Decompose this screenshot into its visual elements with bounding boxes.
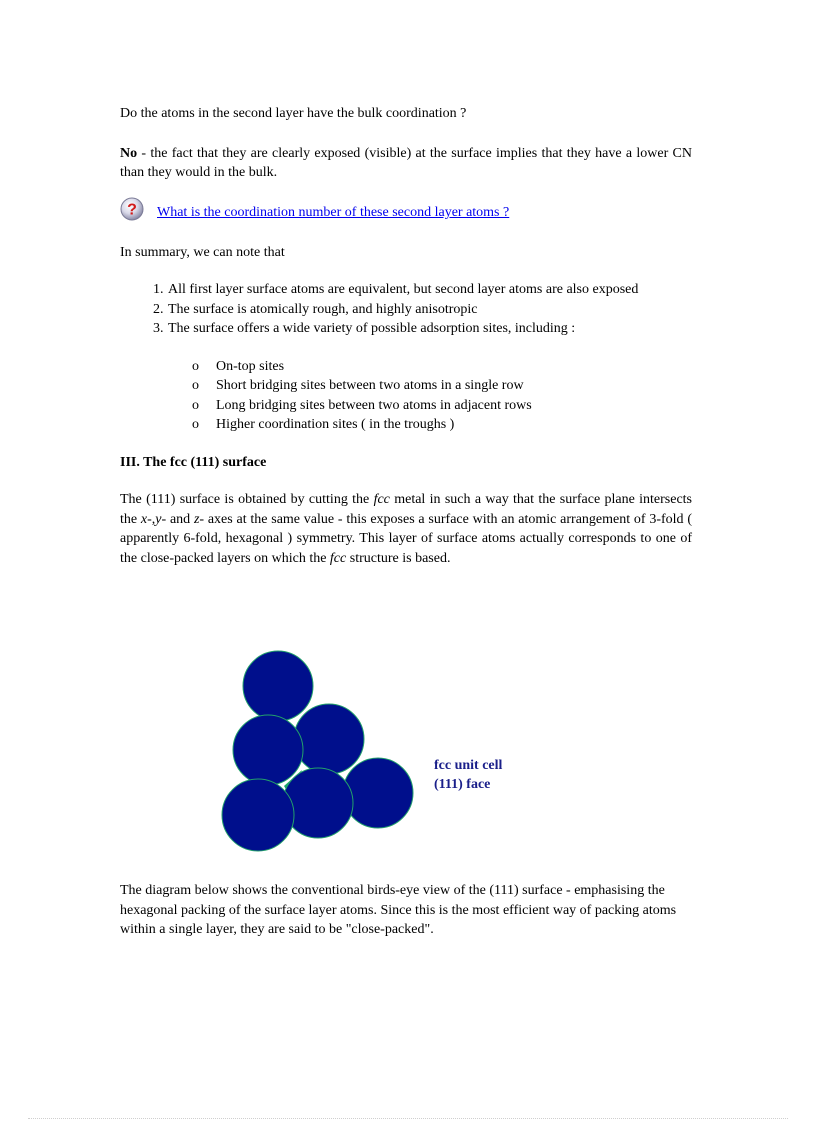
site-label: Long bridging sites between two atoms in adjacent rows — [216, 397, 532, 413]
site-label: Higher coordination sites ( in the troughs ) — [216, 417, 455, 432]
atom-group — [222, 651, 413, 851]
bullet: o — [192, 358, 199, 374]
answer-no: No — [120, 145, 138, 161]
summary-list — [120, 280, 692, 339]
list-item: 2. The surface is atomically rough, and highly anisotropic — [167, 300, 692, 320]
fcc-111-figure — [218, 646, 518, 858]
fcc-italic: fcc — [373, 492, 390, 507]
text-run: -, — [147, 511, 156, 527]
bullet: o — [192, 378, 199, 393]
question-mark-icon — [120, 197, 144, 221]
text-run: structure is based. — [346, 550, 451, 566]
atom — [243, 651, 313, 721]
question-link-row — [120, 201, 692, 225]
summary-intro: In summary, we can note that — [120, 244, 285, 260]
text-run: - and — [161, 511, 194, 527]
bullet: o — [192, 397, 199, 413]
figure-label-line1: fcc unit cell — [434, 758, 503, 773]
bullet: o — [192, 417, 199, 432]
adsorption-sites-list — [120, 357, 692, 435]
coordination-number-link[interactable]: What is the coordination number of these second layer atoms ? — [157, 204, 510, 220]
figure-label-line2: (111) face — [434, 777, 491, 792]
list-item — [192, 357, 692, 377]
page-divider — [28, 1118, 788, 1119]
z-italic: z — [193, 511, 200, 527]
atom — [222, 779, 294, 851]
atom — [294, 704, 364, 774]
atom — [233, 715, 303, 785]
answer-paragraph — [120, 144, 692, 183]
list-item: 1. All first layer surface atoms are equivalent, but second layer atoms are also exposed — [167, 280, 692, 300]
question-text: Do the atoms in the second layer have the bulk coordination ? — [120, 106, 467, 121]
y-italic: y — [155, 511, 162, 527]
list-item — [192, 376, 692, 396]
atoms-diagram — [218, 646, 518, 858]
document-body — [120, 104, 692, 568]
text-run: The (111) surface is obtained by cutting the — [120, 492, 374, 507]
atom — [283, 768, 353, 838]
list-item — [192, 396, 692, 416]
birds-eye-paragraph: The diagram below shows the conventional birds-eye view of the (111) surface - emphasising the hexagonal packing of the surface layer atoms. Since this is the most efficient way of packing atoms within a single layer, they are said to be "close-packed". — [120, 883, 677, 937]
list-item: 3. The surface offers a wide variety of possible adsorption sites, including : — [167, 319, 692, 339]
x-italic: x — [140, 511, 148, 527]
fcc111-paragraph — [120, 490, 692, 568]
atom — [343, 758, 413, 828]
figure-label — [434, 756, 502, 794]
section-heading: III. The fcc (111) surface — [120, 454, 267, 470]
list-item — [192, 415, 692, 435]
text-run: - axes at the same value - this exposes a surface with an atomic arrangement of 3-fold ( apparently 6-fold, hexagonal ) symmetry. This layer of surface atoms actually corresponds to one of the close-packed layers on which the — [120, 511, 692, 566]
fcc-italic: fcc — [329, 550, 347, 566]
text-run: metal in such a way that the surface plane intersects the — [120, 492, 693, 527]
answer-rest: - the fact that they are clearly exposed (visible) at the surface implies that they have a lower CN than they would in the bulk. — [120, 145, 692, 180]
site-label: Short bridging sites between two atoms in a single row — [216, 378, 524, 393]
site-label: On-top sites — [216, 358, 285, 374]
svg-text:?: ? — [127, 201, 137, 218]
